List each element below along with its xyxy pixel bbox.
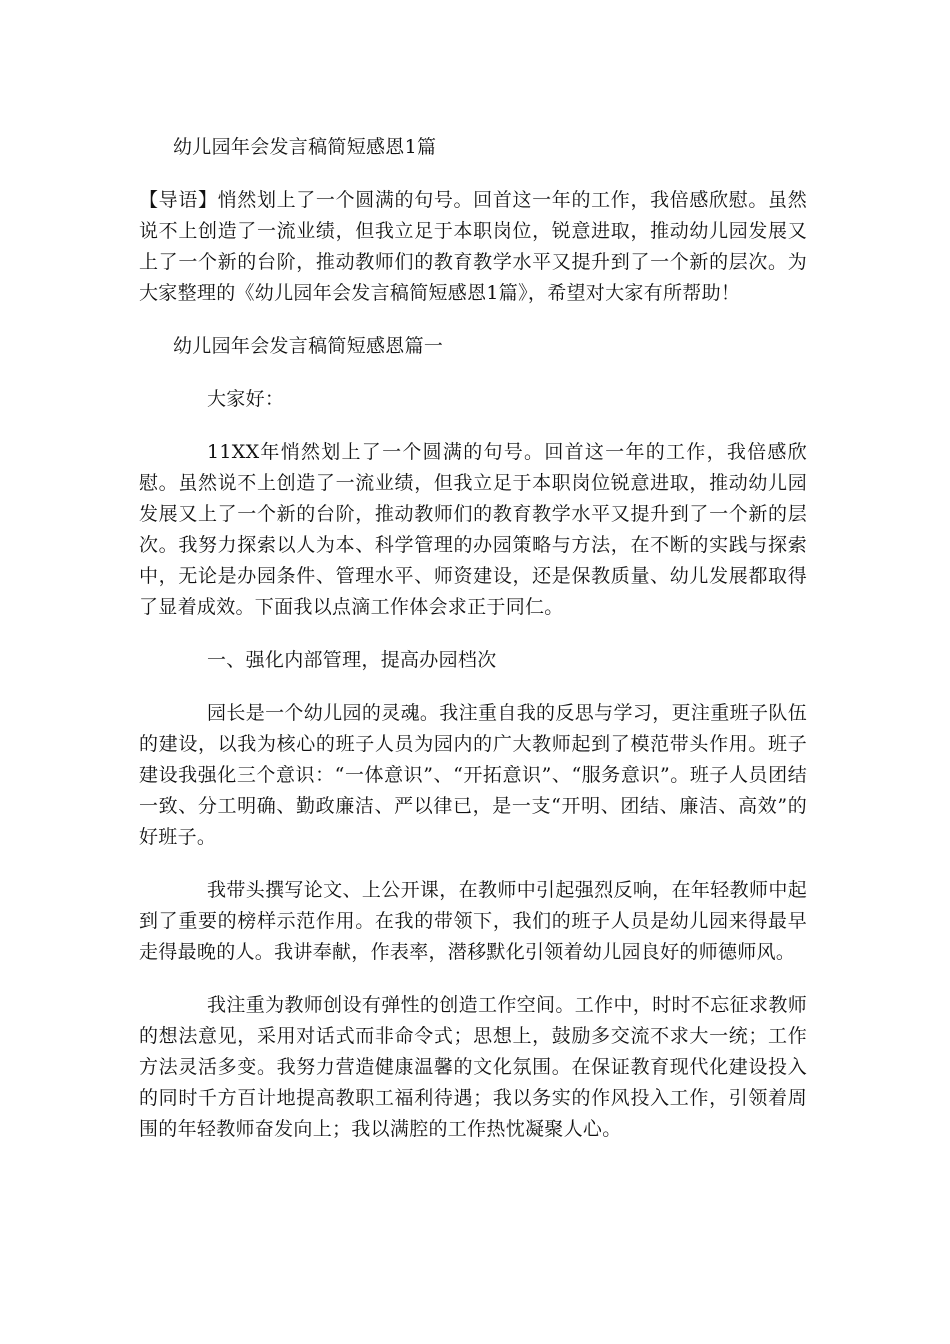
body-paragraph: 我注重为教师创设有弹性的创造工作空间。工作中，时时不忘征求教师的想法意见，采用对话式而非命令式；思想上，鼓励多交流不求大一统；工作方法灵活多变。我努力营造健康温馨的文化氛围。在保证教育现代化建设投入的同时千方百计地提高教职工福利待遇；我以务实的作风投入工作，引领着周围的年轻教师奋发向上；我以满腔的工作热忱凝聚人心。 xyxy=(139,994,807,1140)
section-title: 幼儿园年会发言稿简短感恩篇一 xyxy=(173,335,444,357)
greeting: 大家好： xyxy=(207,388,285,410)
intro-paragraph: 【导语】悄然划上了一个圆满的句号。回首这一年的工作，我倍感欣慰。虽然说不上创造了一流业绩，但我立足于本职岗位，锐意进取，推动幼儿园发展又上了一个新的台阶，推动教师们的教育教学水平又提升到了一个新的层次。为大家整理的《幼儿园年会发言稿简短感恩1篇》，希望对大家有所帮助！ xyxy=(139,189,807,304)
body-paragraph: 我带头撰写论文、上公开课，在教师中引起强烈反响，在年轻教师中起到了重要的榜样示范作用。在我的带领下，我们的班子人员是幼儿园来得最早走得最晚的人。我讲奉献，作表率，潜移默化引领着幼儿园良好的师德师风。 xyxy=(139,879,807,963)
document-body xyxy=(139,132,807,1167)
body-paragraph: 11XX年悄然划上了一个圆满的句号。回首这一年的工作，我倍感欣慰。虽然说不上创造了一流业绩，但我立足于本职岗位锐意进取，推动幼儿园发展又上了一个新的台阶，推动教师们的教育教学水平又提升到了一个新的层次。我努力探索以人为本、科学管理的办园策略与方法，在不断的实践与探索中，无论是办园条件、管理水平、师资建设，还是保教质量、幼儿发展都取得了显着成效。下面我以点滴工作体会求正于同仁。 xyxy=(139,441,807,618)
document-title: 幼儿园年会发言稿简短感恩1篇 xyxy=(173,136,437,158)
body-paragraph: 园长是一个幼儿园的灵魂。我注重自我的反思与学习，更注重班子队伍的建设，以我为核心的班子人员为园内的广大教师起到了模范带头作用。班子建设我强化三个意识：“一体意识”、“开拓意识”、“服务意识”。班子人员团结一致、分工明确、勤政廉洁、严以律已，是一支“开明、团结、廉洁、高效”的好班子。 xyxy=(139,702,807,848)
subheading: 一、强化内部管理，提高办园档次 xyxy=(207,649,497,671)
